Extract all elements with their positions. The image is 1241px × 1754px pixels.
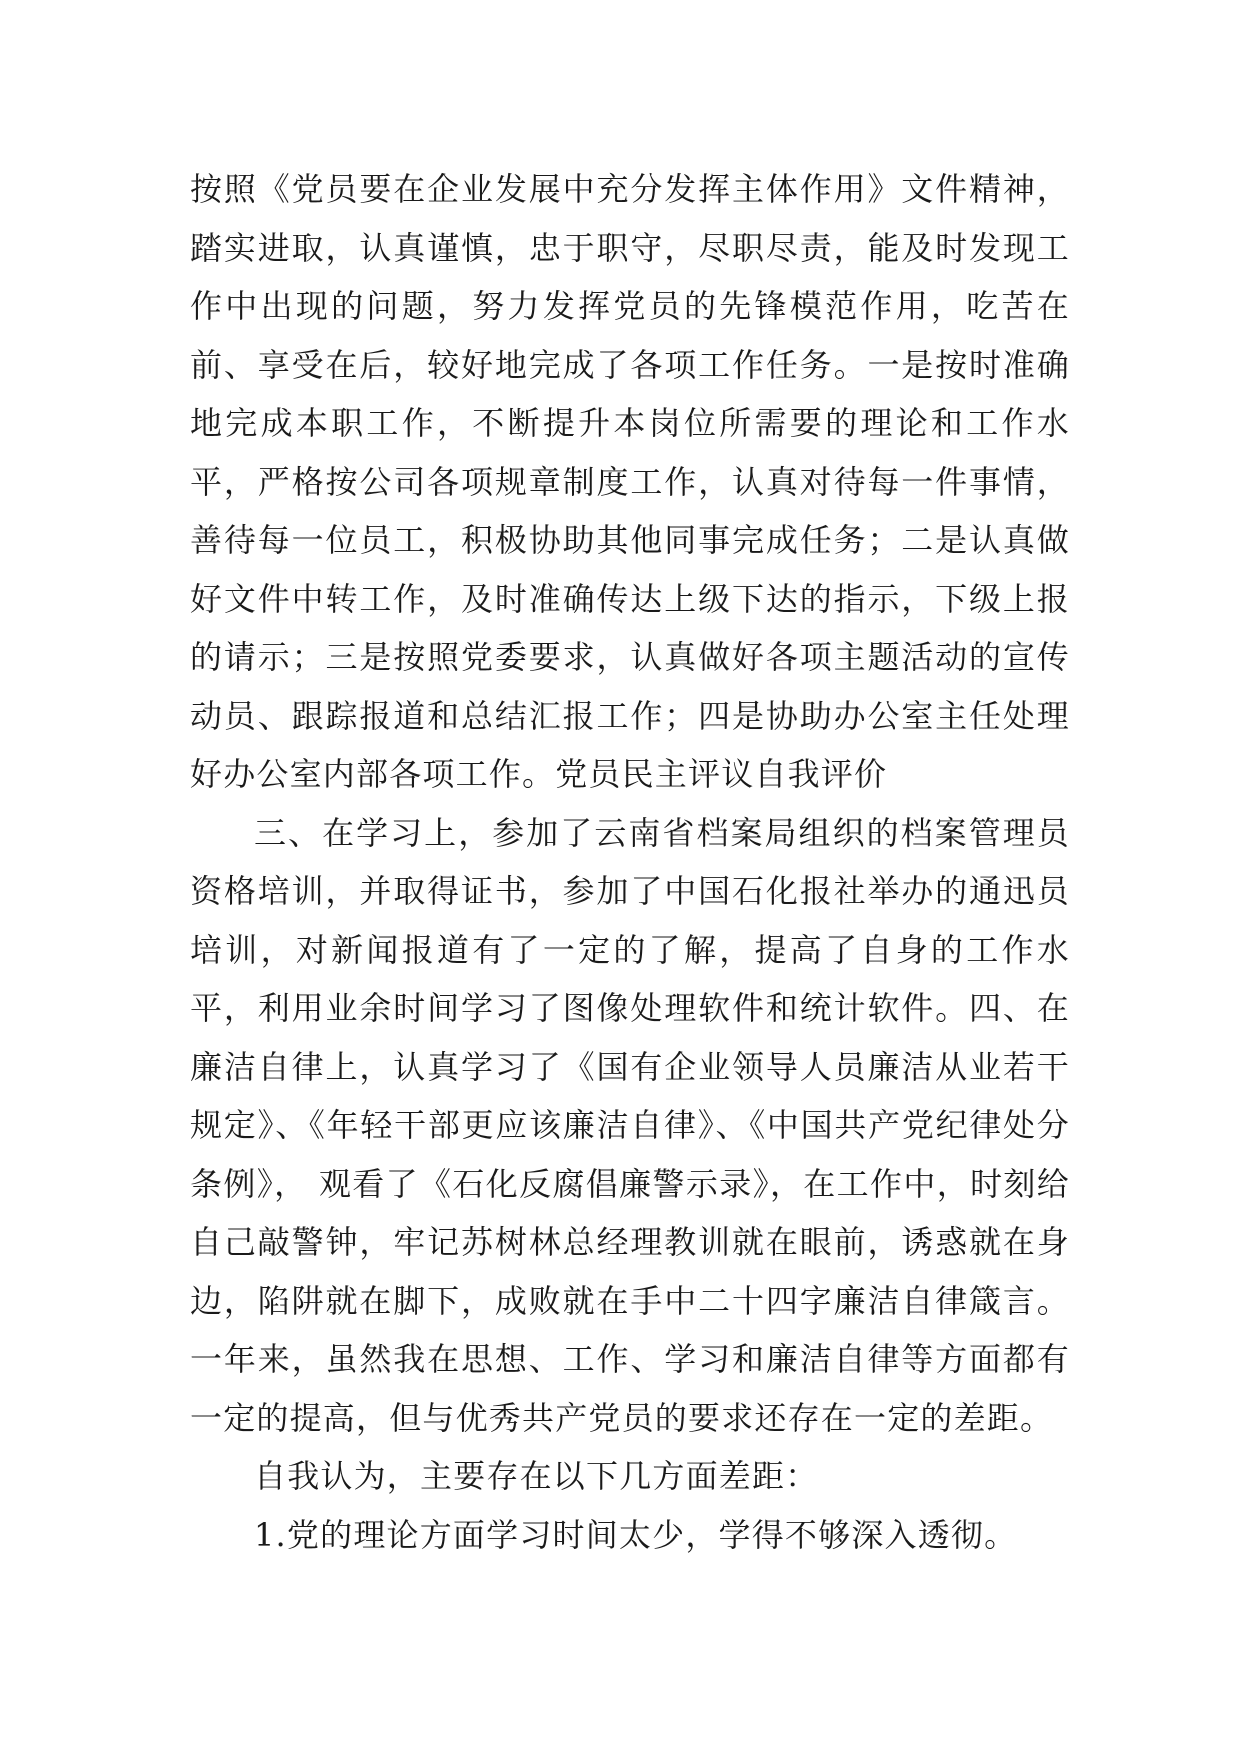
paragraph-self-assessment: 自我认为，主要存在以下几方面差距：	[254, 1457, 819, 1495]
paragraph-study-and-integrity: 三、在学习上，参加了云南省档案局组织的档案管理员资格培训，并取得证书，参加了中国石化报社举办的通迅员培训，对新闻报道有了一定的了解，提高了自身的工作水平，利用业余时间学习了图像处理软件和统计软件。四、在廉洁自律上，认真学习了《国有企业领导人员廉洁从业若干规定》、《年轻干部更应该廉洁自律》、《中国共产党纪律处分条例》， 观看了《石化反腐倡廉警示录》，在工作中，时刻给自己敲警钟，牢记苏树林总经理教训就在眼前，诱惑就在身边，陷阱就在脚下，成败就在手中二十四字廉洁自律箴言。一年来，虽然我在思想、工作、学习和廉洁自律等方面都有一定的提高，但与优秀共产党员的要求还存在一定的差距。	[190, 813, 1070, 1437]
list-item-shortcoming-1: 1.党的理论方面学习时间太少，学得不够深入透彻。	[254, 1515, 1018, 1554]
document-body	[190, 160, 1070, 1564]
paragraph-work-summary: 按照《党员要在企业发展中充分发挥主体作用》文件精神，踏实进取，认真谨慎，忠于职守，尽职尽责，能及时发现工作中出现的问题，努力发挥党员的先锋模范作用，吃苦在前、享受在后，较好地完成了各项工作任务。一是按时准确地完成本职工作，不断提升本岗位所需要的理论和工作水平，严格按公司各项规章制度工作，认真对待每一件事情，善待每一位员工，积极协助其他同事完成任务；二是认真做好文件中转工作，及时准确传达上级下达的指示，下级上报的请示；三是按照党委要求，认真做好各项主题活动的宣传动员、跟踪报道和总结汇报工作；四是协助办公室主任处理好办公室内部各项工作。党员民主评议自我评价	[190, 170, 1070, 793]
